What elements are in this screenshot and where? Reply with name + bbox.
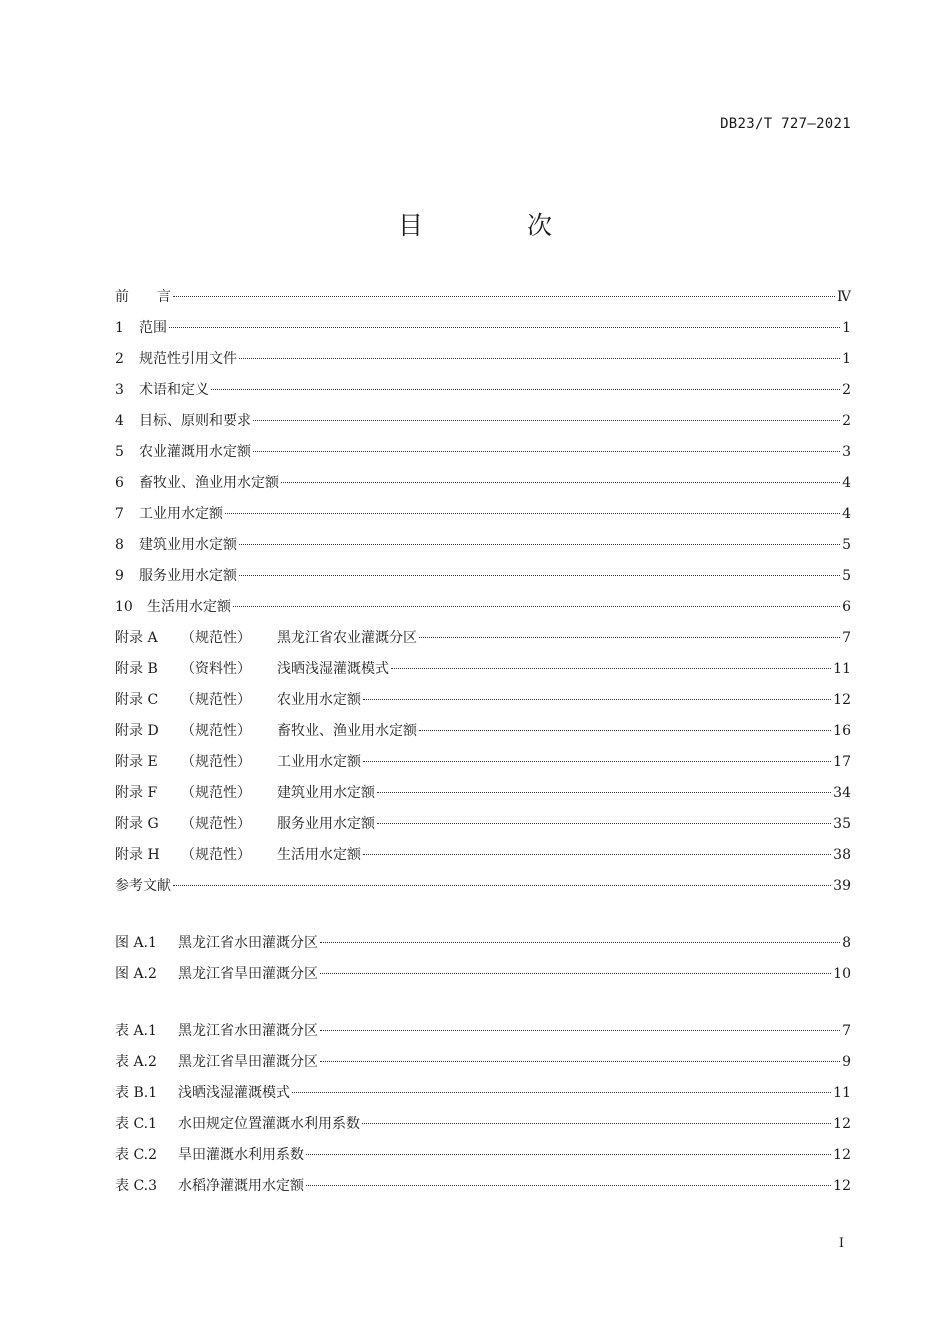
toc-entry-title: 服务业用水定额 (277, 816, 375, 832)
toc-entry-page: 38 (833, 847, 851, 863)
toc-entry-table[interactable] (115, 1082, 851, 1113)
toc-entry-page: 35 (833, 816, 851, 832)
appendix-label: 附录 E (115, 754, 158, 770)
appendix-kind: （规范性） (181, 785, 251, 801)
toc-entry-page: 34 (833, 785, 851, 801)
toc-entry-page: 12 (833, 1147, 851, 1163)
toc-entry-page: 10 (833, 966, 851, 982)
dot-leader (377, 792, 831, 793)
toc-entry-page: 4 (842, 475, 851, 491)
toc-entry-title: 生活用水定额 (147, 599, 231, 615)
toc-entry-section[interactable] (115, 317, 851, 348)
dot-leader (363, 699, 831, 700)
toc-entry-page: 11 (833, 1085, 851, 1101)
toc-entry-figure[interactable] (115, 963, 851, 994)
toc-entry-section[interactable] (115, 348, 851, 379)
dot-leader (320, 1030, 840, 1031)
toc-entry-table[interactable] (115, 1175, 851, 1206)
toc-entry-title: 工业用水定额 (277, 754, 361, 770)
dot-leader (391, 668, 831, 669)
appendix-kind: （规范性） (181, 692, 251, 708)
dot-leader (211, 389, 840, 390)
toc-entry-page: 12 (833, 1116, 851, 1132)
toc-entry-page: 16 (833, 723, 851, 739)
toc-entry-title: 规范性引用文件 (139, 351, 237, 367)
toc-entry-section[interactable] (115, 379, 851, 410)
dot-leader (320, 1061, 840, 1062)
toc-entry-page: 2 (842, 382, 851, 398)
toc-entry-title: 浅晒浅湿灌溉模式 (178, 1085, 290, 1101)
appendix-label: 附录 C (115, 692, 159, 708)
toc-entry-section[interactable] (115, 534, 851, 565)
toc-entry-preface[interactable] (115, 286, 851, 317)
toc-entry-title: 生活用水定额 (277, 847, 361, 863)
dot-leader (225, 513, 840, 514)
table-of-contents (115, 286, 851, 1206)
toc-entry-title: 术语和定义 (139, 382, 209, 398)
section-number: 5 (115, 444, 124, 460)
toc-entry-page: Ⅳ (837, 289, 851, 305)
appendix-label: 附录 F (115, 785, 158, 801)
dot-leader (239, 544, 840, 545)
toc-entry-title: 黑龙江省水田灌溉分区 (178, 935, 318, 951)
toc-entry-title: 黑龙江省水田灌溉分区 (178, 1023, 318, 1039)
toc-entry-page: 1 (842, 351, 851, 367)
toc-entry-title: 建筑业用水定额 (277, 785, 375, 801)
toc-entry-page: 4 (842, 506, 851, 522)
appendix-label: 附录 A (115, 630, 158, 646)
dot-leader (173, 296, 835, 297)
toc-entry-appendix[interactable] (115, 813, 851, 844)
section-number: 8 (115, 537, 124, 553)
toc-entry-section[interactable] (115, 596, 851, 627)
section-number: 3 (115, 382, 124, 398)
toc-entry-title: 黑龙江省旱田灌溉分区 (178, 966, 318, 982)
toc-entry-table[interactable] (115, 1051, 851, 1082)
toc-entry-appendix[interactable] (115, 844, 851, 875)
table-label: 表 C.1 (115, 1116, 158, 1132)
appendix-label: 附录 H (115, 847, 160, 863)
dot-leader (419, 730, 831, 731)
page-number: I (838, 1236, 844, 1251)
dot-leader (419, 637, 840, 638)
toc-entry-title: 黑龙江省旱田灌溉分区 (178, 1054, 318, 1070)
toc-entry-appendix[interactable] (115, 627, 851, 658)
dot-leader (239, 358, 840, 359)
section-number: 9 (115, 568, 124, 584)
toc-entry-page: 5 (842, 568, 851, 584)
toc-entry-section[interactable] (115, 565, 851, 596)
toc-entry-section[interactable] (115, 441, 851, 472)
table-label: 表 A.1 (115, 1023, 157, 1039)
toc-entry-section[interactable] (115, 410, 851, 441)
toc-entry-page: 12 (833, 692, 851, 708)
toc-entry-title: 畜牧业、渔业用水定额 (139, 475, 279, 491)
table-label: 表 B.1 (115, 1085, 158, 1101)
toc-entry-table[interactable] (115, 1020, 851, 1051)
toc-entry-title: 前 言 (115, 289, 171, 305)
toc-entry-page: 9 (842, 1054, 851, 1070)
toc-entry-appendix[interactable] (115, 720, 851, 751)
toc-entry-appendix[interactable] (115, 782, 851, 813)
toc-entry-title: 建筑业用水定额 (139, 537, 237, 553)
toc-entry-page: 5 (842, 537, 851, 553)
dot-leader (363, 761, 831, 762)
toc-entry-page: 12 (833, 1178, 851, 1194)
appendix-kind: （资料性） (181, 661, 251, 677)
toc-entry-appendix[interactable] (115, 751, 851, 782)
toc-entry-page: 7 (842, 630, 851, 646)
section-number: 7 (115, 506, 124, 522)
toc-entry-title: 工业用水定额 (139, 506, 223, 522)
dot-leader (320, 942, 840, 943)
dot-leader (253, 451, 840, 452)
dot-leader (362, 1123, 831, 1124)
toc-entry-title: 黑龙江省农业灌溉分区 (277, 630, 417, 646)
toc-entry-page: 7 (842, 1023, 851, 1039)
figure-label: 图 A.1 (115, 935, 157, 951)
appendix-kind: （规范性） (181, 754, 251, 770)
appendix-kind: （规范性） (181, 816, 251, 832)
dot-leader (239, 575, 840, 576)
document-code: DB23/T 727—2021 (720, 116, 851, 132)
figure-label: 图 A.2 (115, 966, 157, 982)
section-number: 1 (115, 320, 124, 336)
toc-entry-title: 农业用水定额 (277, 692, 361, 708)
appendix-kind: （规范性） (181, 723, 251, 739)
toc-entry-title: 参考文献 (115, 878, 171, 894)
toc-entry-title: 旱田灌溉水利用系数 (178, 1147, 304, 1163)
toc-entry-title: 水稻净灌溉用水定额 (178, 1178, 304, 1194)
appendix-label: 附录 G (115, 816, 159, 832)
table-label: 表 C.3 (115, 1178, 158, 1194)
toc-entry-title: 目标、原则和要求 (139, 413, 251, 429)
toc-entry-title: 范围 (139, 320, 167, 336)
toc-entry-title: 畜牧业、渔业用水定额 (277, 723, 417, 739)
toc-entry-section[interactable] (115, 472, 851, 503)
dot-leader (169, 327, 840, 328)
table-label: 表 C.2 (115, 1147, 158, 1163)
toc-entry-page: 1 (842, 320, 851, 336)
section-number: 10 (115, 599, 133, 615)
toc-entry-page: 17 (833, 754, 851, 770)
toc-entry-title: 农业灌溉用水定额 (139, 444, 251, 460)
dot-leader (292, 1092, 831, 1093)
section-number: 2 (115, 351, 124, 367)
toc-entry-page: 2 (842, 413, 851, 429)
dot-leader (306, 1185, 831, 1186)
dot-leader (320, 973, 831, 974)
toc-entry-page: 39 (833, 878, 851, 894)
section-number: 4 (115, 413, 124, 429)
section-number: 6 (115, 475, 124, 491)
toc-entry-title: 服务业用水定额 (139, 568, 237, 584)
dot-leader (377, 823, 831, 824)
dot-leader (253, 420, 840, 421)
appendix-kind: （规范性） (181, 630, 251, 646)
toc-entry-title: 水田规定位置灌溉水利用系数 (178, 1116, 360, 1132)
toc-entry-page: 3 (842, 444, 851, 460)
toc-entry-page: 8 (842, 935, 851, 951)
appendix-label: 附录 B (115, 661, 158, 677)
toc-entry-page: 11 (833, 661, 851, 677)
dot-leader (363, 854, 831, 855)
dot-leader (281, 482, 840, 483)
dot-leader (173, 885, 831, 886)
toc-entry-table[interactable] (115, 1113, 851, 1144)
toc-entry-figure[interactable] (115, 932, 851, 963)
toc-entry-appendix[interactable] (115, 658, 851, 689)
toc-entry-section[interactable] (115, 503, 851, 534)
toc-entry-references[interactable] (115, 875, 851, 906)
appendix-kind: （规范性） (181, 847, 251, 863)
page-title: 目 次 (398, 211, 600, 240)
appendix-label: 附录 D (115, 723, 159, 739)
table-label: 表 A.2 (115, 1054, 157, 1070)
dot-leader (233, 606, 840, 607)
toc-entry-title: 浅晒浅湿灌溉模式 (277, 661, 389, 677)
toc-entry-appendix[interactable] (115, 689, 851, 720)
toc-entry-page: 6 (842, 599, 851, 615)
dot-leader (306, 1154, 831, 1155)
toc-entry-table[interactable] (115, 1144, 851, 1175)
